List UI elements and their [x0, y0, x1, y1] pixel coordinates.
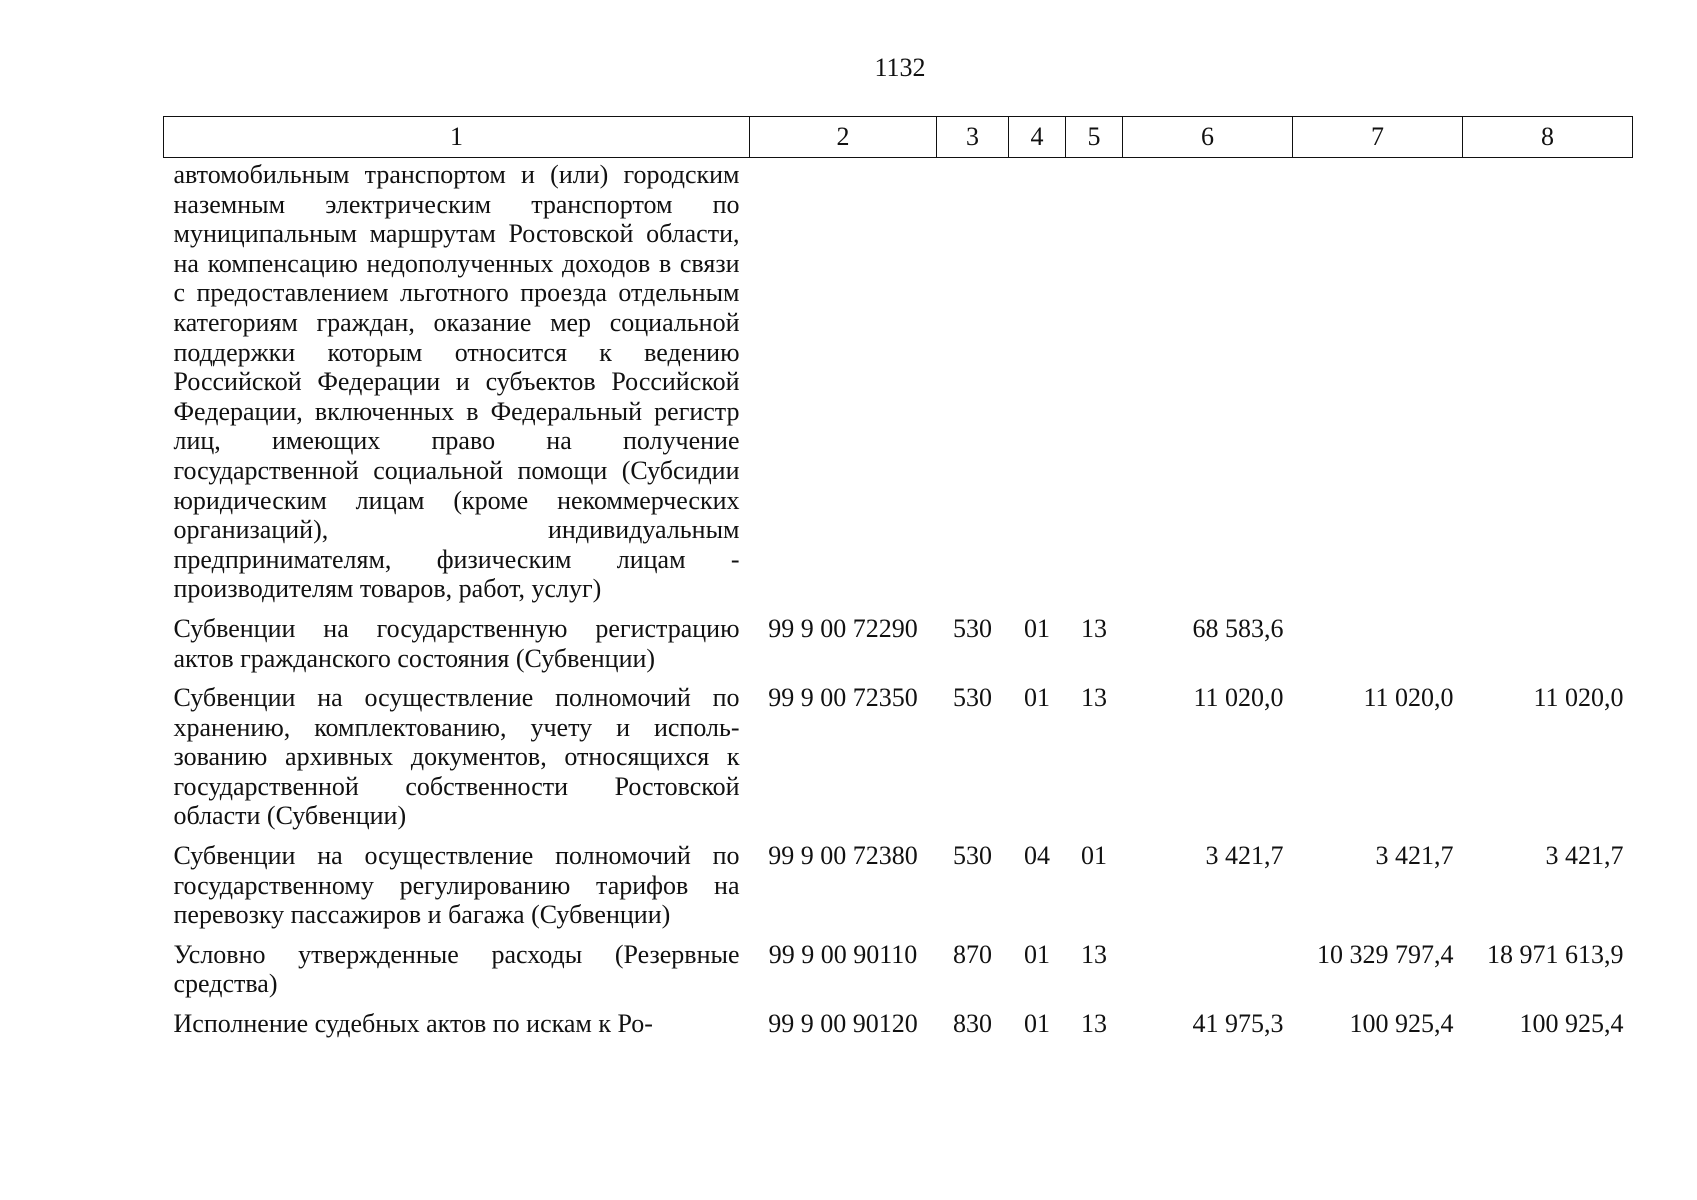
column-header-2: 2 — [750, 117, 937, 158]
column-header-7: 7 — [1293, 117, 1463, 158]
row-code — [750, 158, 937, 614]
row-value-col6: 41 975,3 — [1192, 1009, 1284, 1039]
row-description: Субвенции на осуществление полномочий по хранению, комплектованию, учету и использованию архивных документов, относящихся к государственной собственности Ростовской области (Субвенции) — [173, 683, 740, 831]
row-description: Условно утвержденные расходы (Резервные средства) — [173, 939, 740, 999]
row-value-col6 — [1123, 940, 1293, 1009]
row-expense-type: 530 — [953, 841, 992, 871]
row-value-col7: 10 329 797,4 — [1317, 939, 1454, 969]
row-code: 99 9 00 90120 — [768, 1009, 918, 1039]
row-section — [1009, 158, 1066, 614]
table-row — [164, 841, 1633, 940]
table-row — [164, 158, 1633, 614]
row-code: 99 9 00 72380 — [768, 841, 918, 871]
row-value-col8: 3 421,7 — [1545, 841, 1624, 871]
row-expense-type: 870 — [953, 939, 992, 969]
row-description: автомобильным транспортом и (или) городским наземным электрическим транспортом по муниципальным маршрутам Ростовской области, на компенсацию недополученных доходов в связи с предоставлением льготного проезда отдельным категориям граждан, оказание мер социальной поддержки которым относится к ведению Российской Федерации и субъектов Российской Федерации, включенных в Федеральный регистр лиц, имеющих право на получение государственной социальной помощи (Субсидии юридическим лицам (кроме некоммерческих организаций), индивидуальным предпринимателям, физическим лицам - производителям товаров, работ, услуг) — [173, 160, 740, 604]
row-value-col8: 100 925,4 — [1519, 1009, 1624, 1039]
row-value-col7: 3 421,7 — [1375, 841, 1454, 871]
row-value-col7: 100 925,4 — [1349, 1009, 1454, 1039]
row-value-col8 — [1463, 614, 1633, 683]
table-row — [164, 1009, 1633, 1049]
row-value-col7 — [1293, 158, 1463, 614]
row-description: Субвенции на государственную регистрацию актов гражданского состояния (Субвенции) — [173, 613, 740, 673]
header-row — [164, 117, 1633, 158]
table-row — [164, 614, 1633, 683]
column-header-8: 8 — [1463, 117, 1633, 158]
row-value-col8: 11 020,0 — [1533, 683, 1624, 713]
row-section: 01 — [1024, 939, 1050, 969]
row-description: Исполнение судебных актов по искам к Ро- — [173, 1009, 653, 1039]
row-code: 99 9 00 90110 — [768, 939, 918, 969]
row-section: 01 — [1024, 613, 1050, 643]
column-header-3: 3 — [937, 117, 1009, 158]
row-expense-type — [937, 158, 1009, 614]
row-subsection — [1066, 158, 1123, 614]
row-code: 99 9 00 72350 — [768, 683, 918, 713]
row-value-col7 — [1293, 614, 1463, 683]
row-value-col6: 68 583,6 — [1192, 613, 1284, 643]
row-subsection: 13 — [1081, 939, 1107, 969]
row-value-col8 — [1463, 158, 1633, 614]
row-subsection: 01 — [1081, 841, 1107, 871]
budget-table — [163, 116, 1633, 1049]
row-section: 01 — [1024, 1009, 1050, 1039]
row-section: 01 — [1024, 683, 1050, 713]
row-value-col8: 18 971 613,9 — [1487, 939, 1624, 969]
column-header-6: 6 — [1123, 117, 1293, 158]
row-code: 99 9 00 72290 — [768, 613, 918, 643]
row-value-col6 — [1123, 158, 1293, 614]
row-value-col6: 3 421,7 — [1205, 841, 1284, 871]
row-expense-type: 530 — [953, 683, 992, 713]
row-subsection: 13 — [1081, 1009, 1107, 1039]
column-header-5: 5 — [1066, 117, 1123, 158]
column-header-1: 1 — [164, 117, 750, 158]
column-header-4: 4 — [1009, 117, 1066, 158]
row-subsection: 13 — [1081, 613, 1107, 643]
row-description: Субвенции на осуществление полномочий по государственному регулированию тарифов на перевозку пассажиров и багажа (Субвенции) — [173, 841, 740, 930]
page-number: 1132 — [874, 53, 926, 82]
row-section: 04 — [1024, 841, 1050, 871]
row-expense-type: 830 — [953, 1009, 992, 1039]
row-subsection: 13 — [1081, 683, 1107, 713]
table-row — [164, 940, 1633, 1009]
row-value-col6: 11 020,0 — [1193, 683, 1284, 713]
row-expense-type: 530 — [953, 613, 992, 643]
row-value-col7: 11 020,0 — [1363, 683, 1454, 713]
table-row — [164, 683, 1633, 841]
